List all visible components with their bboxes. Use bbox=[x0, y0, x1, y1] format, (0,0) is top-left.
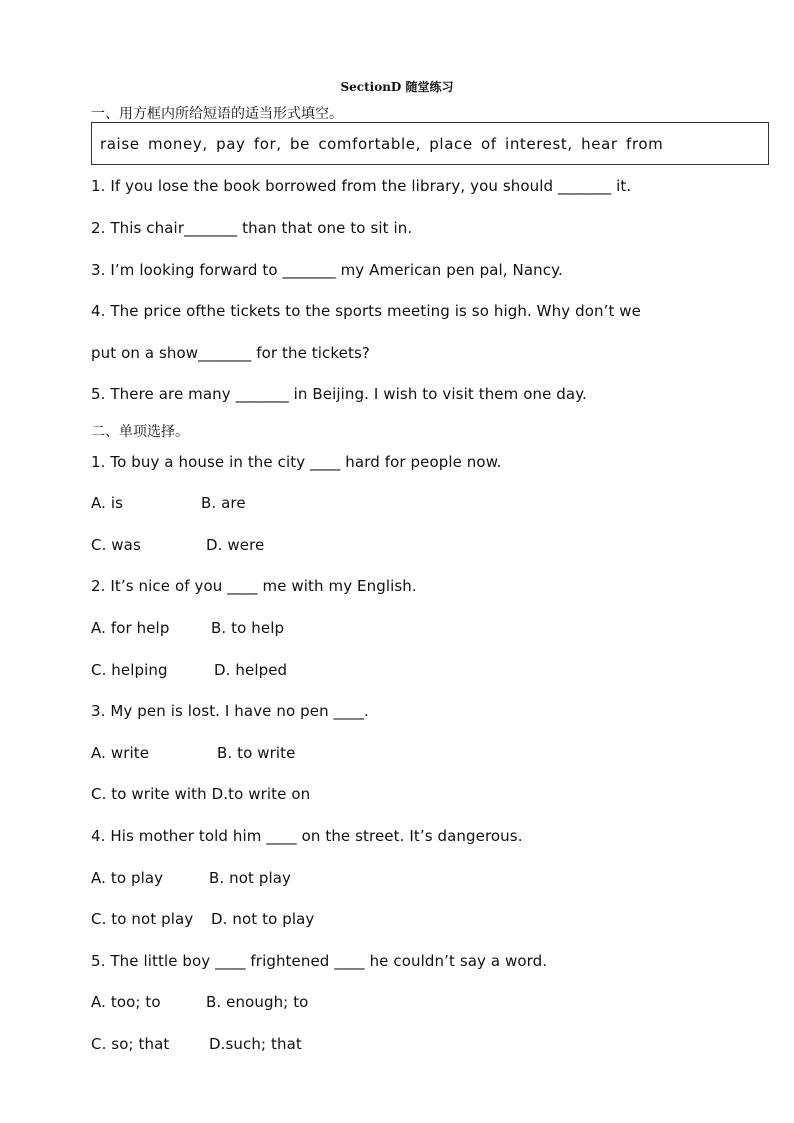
option-1c: C. was bbox=[91, 536, 141, 554]
option-1b: B. are bbox=[201, 494, 246, 512]
option-5b: B. enough; to bbox=[206, 993, 309, 1011]
option-3a: A. write bbox=[91, 744, 150, 762]
option-4c: C. to not play bbox=[91, 910, 194, 928]
section1-heading: 一、用方框内所给短语的适当形式填空。 bbox=[91, 106, 343, 122]
option-2c: C. helping bbox=[91, 661, 168, 679]
section2-heading: 二、单项选择。 bbox=[91, 424, 189, 440]
question-4: 4. His mother told him ____ on the street. It’s dangerous. bbox=[91, 827, 523, 845]
phrase-box-text: raise money, pay for, be comfortable, place of interest, hear from bbox=[100, 135, 664, 153]
option-4d: D. not to play bbox=[211, 910, 315, 928]
fill-item-1: 1. If you lose the book borrowed from the library, you should _______ it. bbox=[91, 177, 632, 195]
question-1: 1. To buy a house in the city ____ hard for people now. bbox=[91, 453, 502, 471]
option-5d: D.such; that bbox=[209, 1035, 302, 1053]
fill-item-4: 4. The price ofthe tickets to the sports meeting is so high. Why don’t we bbox=[91, 302, 641, 320]
option-1d: D. were bbox=[206, 536, 265, 554]
option-5c: C. so; that bbox=[91, 1035, 170, 1053]
fill-item-3: 3. I’m looking forward to _______ my American pen pal, Nancy. bbox=[91, 261, 563, 279]
option-2a: A. for help bbox=[91, 619, 170, 637]
option-5a: A. too; to bbox=[91, 993, 161, 1011]
question-5: 5. The little boy ____ frightened ____ he couldn’t say a word. bbox=[91, 952, 548, 970]
option-1a: A. is bbox=[91, 494, 124, 512]
option-4a: A. to play bbox=[91, 869, 164, 887]
phrase-box bbox=[91, 122, 769, 165]
option-2b: B. to help bbox=[211, 619, 285, 637]
option-3b: B. to write bbox=[217, 744, 296, 762]
question-3: 3. My pen is lost. I have no pen ____. bbox=[91, 702, 369, 720]
option-4b: B. not play bbox=[209, 869, 292, 887]
question-2: 2. It’s nice of you ____ me with my English. bbox=[91, 577, 417, 595]
fill-item-5: 5. There are many _______ in Beijing. I wish to visit them one day. bbox=[91, 385, 587, 403]
option-2d: D. helped bbox=[214, 661, 288, 679]
fill-item-2: 2. This chair_______ than that one to sit in. bbox=[91, 219, 413, 237]
option-3cd: C. to write with D.to write on bbox=[91, 785, 311, 803]
page-title: SectionD 随堂练习 bbox=[340, 80, 454, 94]
fill-item-4-cont: put on a show_______ for the tickets? bbox=[91, 344, 370, 362]
